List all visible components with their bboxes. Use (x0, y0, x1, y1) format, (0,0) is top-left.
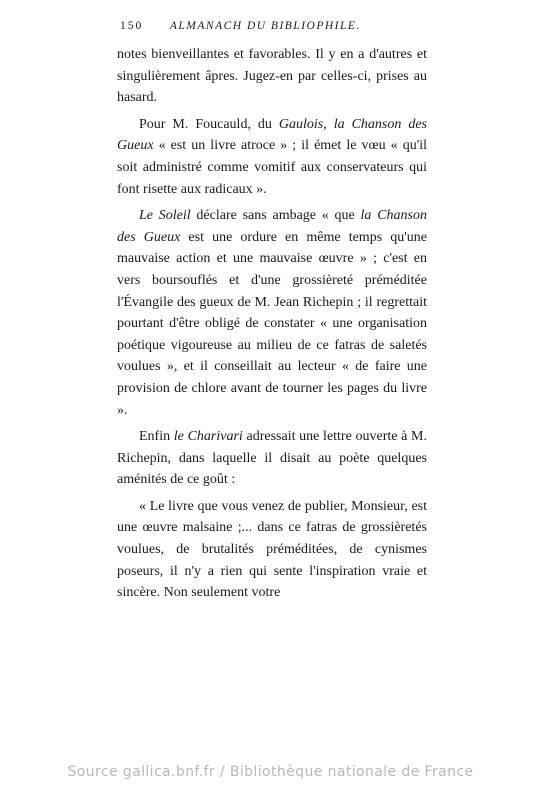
text-segment: notes bienveillantes et favorables. Il y en a d'autres et singulièrement âpres. Jugez-en par celles-ci, prises au hasard. (117, 47, 431, 106)
page-number: 150 (120, 20, 144, 32)
paragraph (117, 426, 431, 491)
text-segment: « est un livre atroce » ; il émet le vœu « qu'il soit administré comme vomitif aux conservateurs qui font risette aux radicaux ». (117, 138, 431, 197)
italic-title: Le Soleil (139, 208, 191, 224)
italic-title: le Charivari (173, 429, 243, 445)
text-segment: Pour M. Foucauld, du (139, 116, 279, 132)
running-title: ALMANACH DU BIBLIOPHILE. (169, 20, 361, 32)
text-segment: adressait une lettre ouverte à M. Richepin, dans laquelle il disait au poète quelques aménités de ce goût : (117, 429, 431, 488)
page-body (117, 44, 431, 604)
text-segment: déclare sans ambage « que (190, 208, 361, 224)
page-header (120, 20, 440, 32)
italic-title: Gaulois, la Chanson des Gueux (117, 116, 431, 154)
paragraph (117, 114, 431, 200)
paragraph (117, 44, 431, 109)
text-segment: Enfin (139, 429, 174, 445)
text-segment: est une ordure en même temps qu'une mauvaise action et une mauvaise œuvre » ; c'est en vers boursouflés et d'une grossièreté préméditée l'Évangile des gueux de M. Jean Richepin ; il regrettait pourtant d'être obligé de constater « une organisation poétique vigoureuse au milieu de ce fatras de saletés voulues », et il conseillait au lecteur « de faire une provision de chlore avant de tourner les pages du livre ». (117, 229, 431, 418)
source-footer: Source gallica.bnf.fr / Bibliothèque nationale de France (67, 764, 474, 780)
text-segment: « Le livre que vous venez de publier, Monsieur, est une œuvre malsaine ;... dans ce fatras de grossièretés voulues, de brutalités préméditées, de cynismes poseurs, il n'y a rien qui sente l'inspiration vraie et sincère. Non seulement votre (117, 498, 431, 601)
italic-title: la Chanson des Gueux (117, 208, 431, 245)
paragraph (117, 205, 431, 421)
paragraph (117, 496, 431, 604)
